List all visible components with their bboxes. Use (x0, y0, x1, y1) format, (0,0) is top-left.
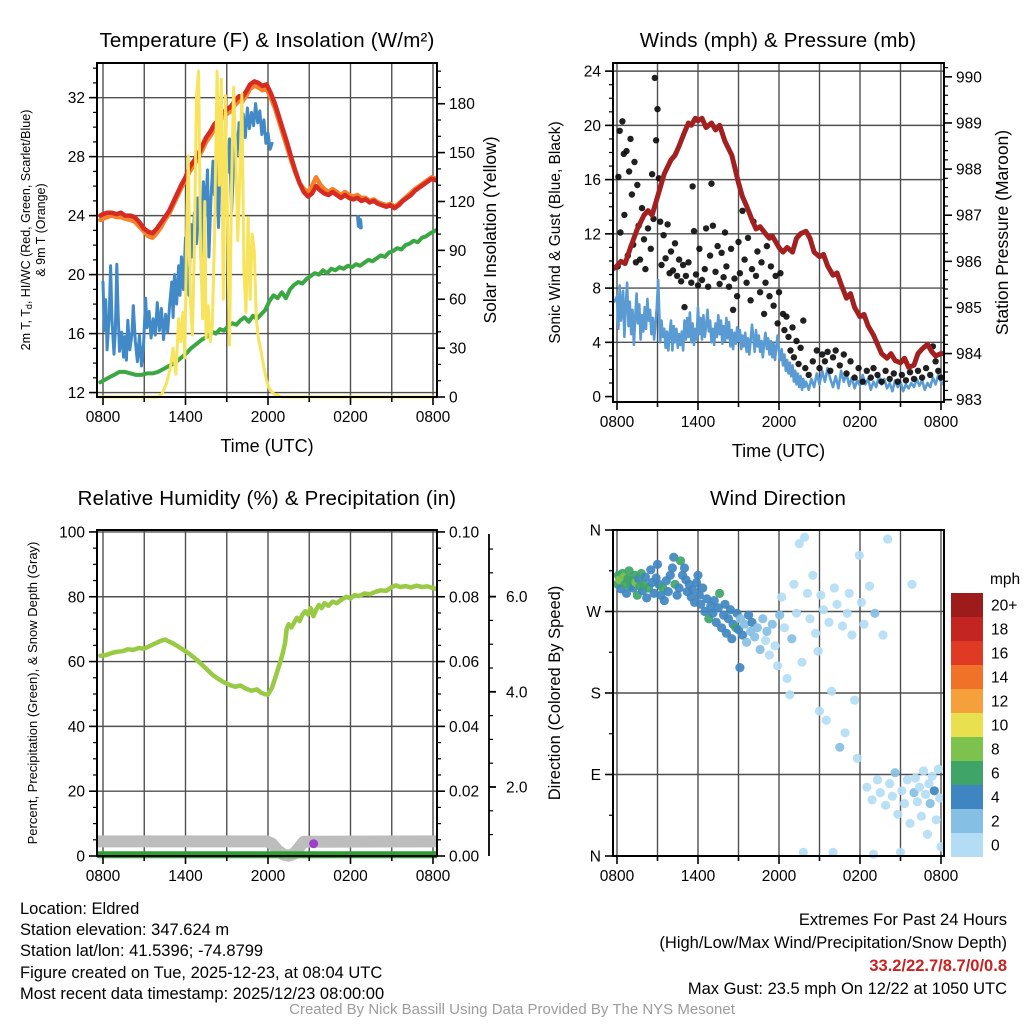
svg-text:0.08: 0.08 (449, 589, 480, 607)
wind-direction-chart-title: Wind Direction (709, 487, 847, 510)
svg-text:0.10: 0.10 (449, 524, 480, 542)
svg-text:20: 20 (67, 267, 85, 285)
svg-text:0200: 0200 (333, 409, 368, 426)
most-recent-data-timestamp: Most recent data timestamp: 2025/12/23 08:00:00 (20, 984, 385, 1003)
max-gust-line: Max Gust: 23.5 mph On 12/22 at 1050 UTC (687, 980, 1007, 998)
svg-text:N: N (589, 848, 601, 866)
chart-winddir (546, 523, 1020, 886)
svg-text:984: 984 (956, 346, 982, 364)
svg-text:4.0: 4.0 (506, 684, 528, 702)
station-info-block (20, 899, 384, 1005)
svg-text:0800: 0800 (415, 409, 451, 426)
svg-text:0800: 0800 (923, 868, 959, 885)
svg-text:10: 10 (991, 717, 1009, 735)
series-present-weather-purple (309, 839, 318, 848)
svg-text:0: 0 (76, 848, 85, 866)
series-windchill-blue-blip (358, 217, 361, 227)
svg-text:2000: 2000 (761, 414, 797, 431)
svg-text:1400: 1400 (680, 414, 716, 431)
temperature-chart-title: Temperature (F) & Insolation (W/m²) (99, 29, 435, 52)
svg-text:0800: 0800 (85, 868, 121, 885)
svg-text:2m T, Td, HI/WC (Red, Green, S: 2m T, Td, HI/WC (Red, Green, Scarlet/Blue) (19, 109, 34, 351)
svg-text:4: 4 (991, 789, 1000, 807)
chart-wind (547, 63, 1012, 461)
svg-text:Direction (Colored By Speed): Direction (Colored By Speed) (546, 585, 564, 801)
humidity-chart-title: Relative Humidity (%) & Precipitation (in) (77, 487, 457, 510)
svg-text:Time (UTC): Time (UTC) (731, 441, 826, 461)
svg-text:985: 985 (956, 299, 982, 317)
svg-text:8: 8 (991, 741, 1000, 759)
svg-text:150: 150 (449, 145, 475, 163)
svg-text:60: 60 (449, 291, 467, 309)
winds-chart-title: Winds (mph) & Pressure (mb) (639, 29, 917, 52)
svg-text:30: 30 (449, 340, 467, 358)
svg-text:14: 14 (991, 669, 1009, 687)
figure-created-timestamp: Figure created on Tue, 2025-12-23, at 08:04 UTC (20, 963, 383, 982)
svg-text:18: 18 (991, 621, 1009, 639)
svg-text:8: 8 (592, 280, 601, 298)
svg-text:& 9m T (Orange): & 9m T (Orange) (34, 183, 48, 277)
svg-text:120: 120 (449, 193, 475, 211)
extremes-subheading: (High/Low/Max Wind/Precipitation/Snow Depth) (659, 934, 1007, 952)
svg-text:20: 20 (583, 117, 601, 135)
svg-text:0.06: 0.06 (449, 654, 480, 672)
svg-text:100: 100 (59, 524, 85, 542)
snow-depth-axis (489, 534, 496, 856)
svg-text:90: 90 (449, 242, 467, 260)
svg-text:12: 12 (991, 693, 1009, 711)
svg-text:4: 4 (592, 334, 601, 352)
svg-text:0800: 0800 (85, 409, 121, 426)
svg-text:0: 0 (592, 389, 601, 407)
extremes-heading: Extremes For Past 24 Hours (798, 911, 1007, 929)
svg-text:0800: 0800 (599, 414, 635, 431)
svg-text:32: 32 (67, 90, 85, 108)
speed-legend (951, 571, 1020, 857)
chart-rh (25, 524, 528, 885)
svg-text:990: 990 (956, 69, 982, 87)
legend-title: mph (990, 571, 1021, 588)
tick-labels-rh (59, 524, 479, 885)
svg-text:40: 40 (67, 718, 85, 736)
svg-text:16: 16 (67, 326, 85, 344)
extremes-block (659, 909, 1007, 1001)
svg-text:987: 987 (956, 207, 982, 225)
svg-text:180: 180 (449, 96, 475, 114)
svg-text:60: 60 (67, 654, 85, 672)
svg-text:0.02: 0.02 (449, 783, 480, 801)
svg-text:2000: 2000 (250, 409, 286, 426)
svg-text:2000: 2000 (250, 868, 286, 885)
svg-text:989: 989 (956, 115, 982, 133)
svg-text:1400: 1400 (168, 868, 203, 885)
svg-text:2.0: 2.0 (506, 779, 528, 797)
svg-text:0.04: 0.04 (449, 718, 480, 736)
svg-text:Percent, Precipitation (Green): Percent, Precipitation (Green), & Snow Depth (Gray) (25, 541, 40, 845)
svg-text:24: 24 (583, 63, 601, 81)
svg-text:Time (UTC): Time (UTC) (220, 436, 314, 456)
svg-text:983: 983 (956, 392, 982, 410)
svg-text:S: S (590, 685, 601, 703)
svg-text:0800: 0800 (923, 414, 959, 431)
svg-text:N: N (589, 522, 601, 540)
svg-text:6.0: 6.0 (506, 589, 528, 607)
svg-text:Station Pressure (Maroon): Station Pressure (Maroon) (992, 129, 1012, 336)
svg-text:0200: 0200 (842, 868, 878, 885)
station-location: Location: Eldred (20, 900, 140, 918)
svg-text:0800: 0800 (599, 868, 635, 885)
svg-text:E: E (590, 767, 601, 784)
svg-text:0.00: 0.00 (449, 848, 480, 866)
svg-text:1400: 1400 (680, 868, 716, 885)
svg-text:2: 2 (991, 813, 1000, 831)
chart-temp (19, 63, 500, 456)
svg-text:986: 986 (956, 253, 982, 271)
extremes-values: 33.2/22.7/8.7/0/0.8 (869, 957, 1007, 975)
svg-text:12: 12 (67, 385, 85, 403)
svg-text:Sonic Wind & Gust (Blue, Black: Sonic Wind & Gust (Blue, Black) (547, 121, 564, 344)
svg-text:24: 24 (67, 208, 85, 226)
svg-text:12: 12 (583, 226, 601, 244)
svg-text:0: 0 (449, 389, 458, 407)
svg-text:6: 6 (991, 765, 1000, 783)
svg-text:0: 0 (991, 837, 1000, 855)
svg-text:0200: 0200 (842, 414, 878, 431)
svg-text:20+: 20+ (991, 597, 1018, 615)
svg-text:16: 16 (991, 645, 1009, 663)
svg-text:1400: 1400 (168, 409, 203, 426)
svg-text:Solar Insolation (Yellow): Solar Insolation (Yellow) (480, 136, 500, 324)
svg-text:80: 80 (67, 589, 85, 607)
svg-text:0800: 0800 (415, 868, 451, 885)
station-elevation: Station elevation: 347.624 m (20, 921, 230, 940)
svg-text:0200: 0200 (333, 868, 368, 885)
station-latlon: Station lat/lon: 41.5396; -74.8799 (20, 942, 264, 961)
svg-text:988: 988 (956, 161, 982, 179)
svg-text:2000: 2000 (761, 868, 797, 885)
svg-text:W: W (586, 604, 601, 621)
svg-text:28: 28 (67, 149, 85, 167)
svg-text:20: 20 (67, 783, 85, 801)
credit-line: Created By Nick Bassill Using Data Provided By The NYS Mesonet (289, 1001, 735, 1018)
svg-text:16: 16 (583, 172, 601, 190)
